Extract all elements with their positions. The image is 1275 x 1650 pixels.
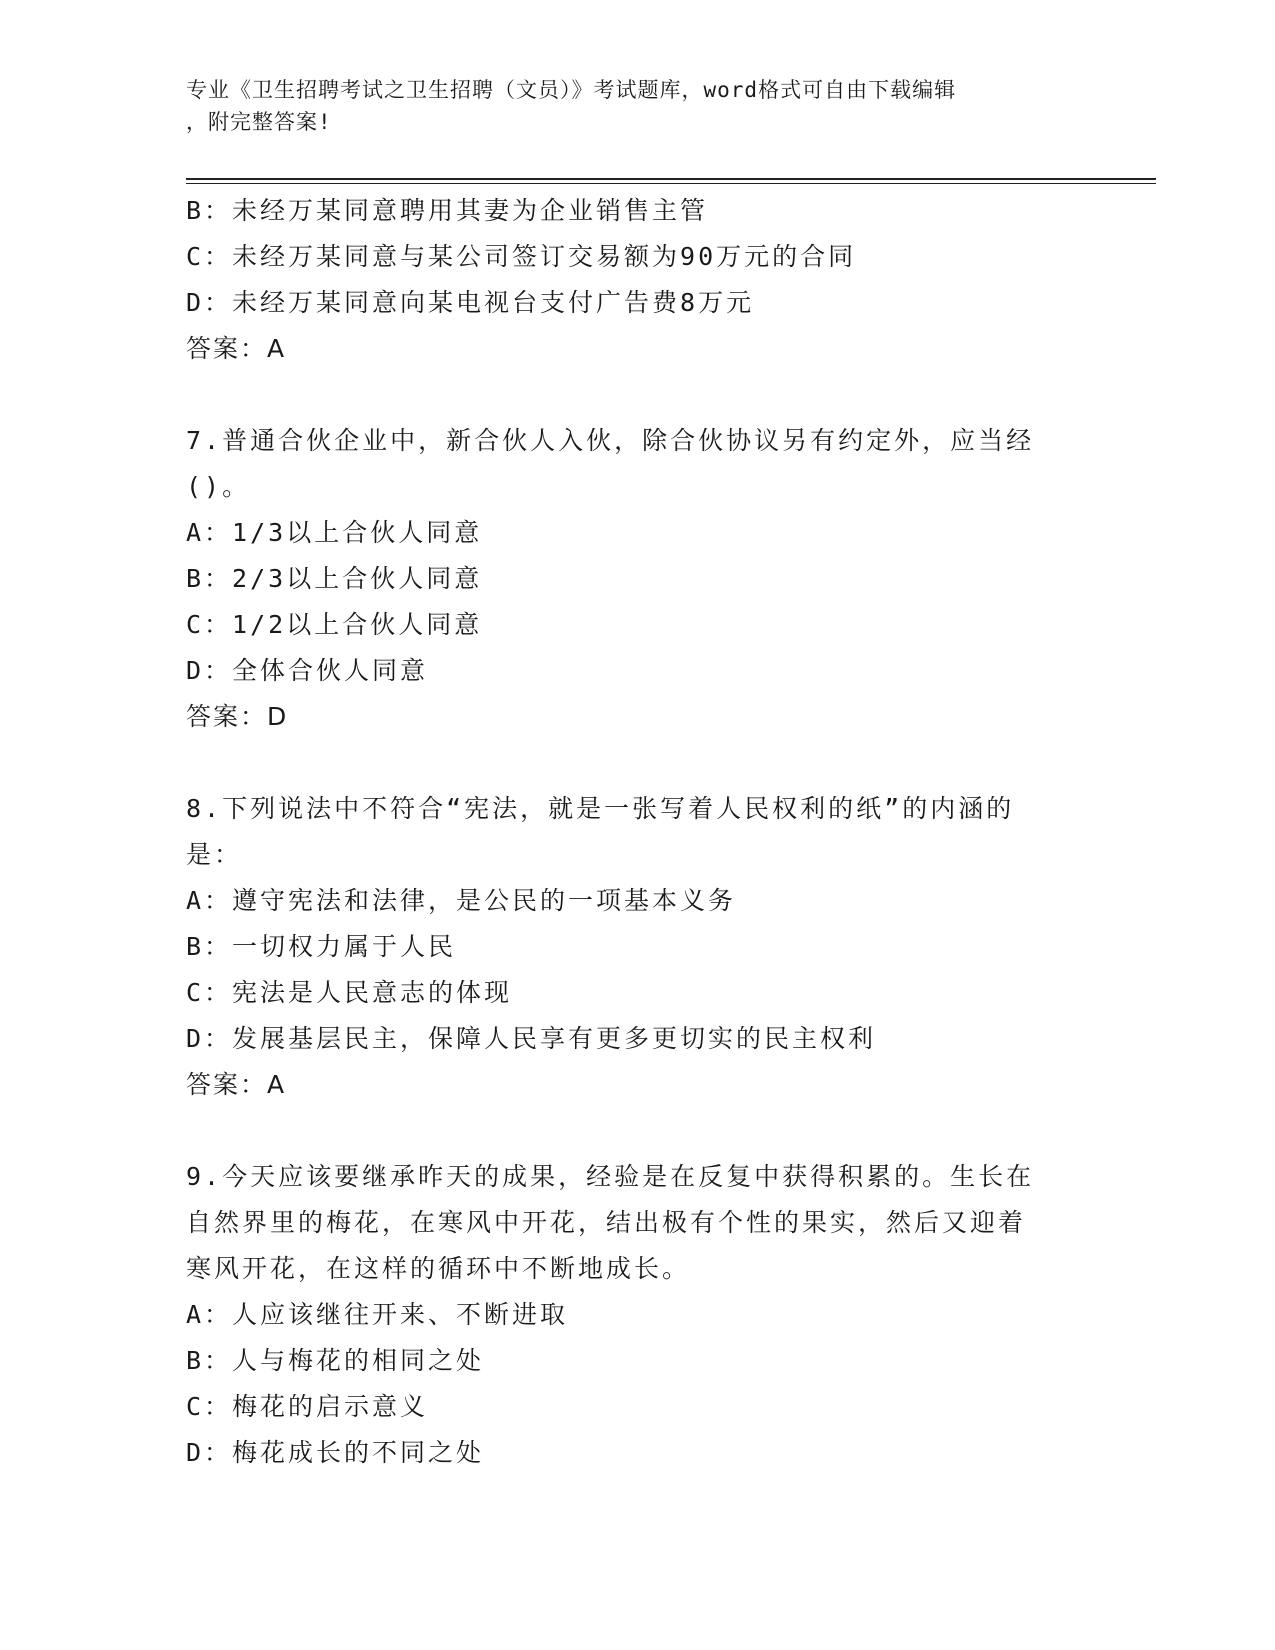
option-a: A：1/3以上合伙人同意 xyxy=(186,518,483,547)
answer: 答案：D xyxy=(186,702,289,731)
option-b: B：未经万某同意聘用其妻为企业销售主管 xyxy=(186,196,709,225)
question-6-continued xyxy=(186,188,1066,372)
question-stem: 7.普通合伙企业中，新合伙人入伙，除合伙协议另有约定外，应当经 xyxy=(186,426,1035,455)
answer: 答案：A xyxy=(186,334,287,363)
option-d: D：未经万某同意向某电视台支付广告费8万元 xyxy=(186,288,755,317)
option-b: B：2/3以上合伙人同意 xyxy=(186,564,483,593)
option-a: A：遵守宪法和法律，是公民的一项基本义务 xyxy=(186,886,737,915)
option-b: B：人与梅花的相同之处 xyxy=(186,1346,485,1375)
document-header xyxy=(186,74,1066,138)
header-rule-thin xyxy=(186,183,1156,184)
option-b: B：一切权力属于人民 xyxy=(186,932,457,961)
option-c: C：梅花的启示意义 xyxy=(186,1392,429,1421)
header-rule xyxy=(186,178,1156,180)
question-stem: 是： xyxy=(186,840,243,869)
option-c: C：宪法是人民意志的体现 xyxy=(186,978,513,1007)
question-9 xyxy=(186,1154,1066,1476)
answer: 答案：A xyxy=(186,1070,287,1099)
question-stem: 8.下列说法中不符合“宪法，就是一张写着人民权利的纸”的内涵的 xyxy=(186,794,1015,823)
document-body xyxy=(186,188,1066,1476)
question-7 xyxy=(186,418,1066,740)
header-line-2: ，附完整答案! xyxy=(186,110,332,134)
question-stem: ()。 xyxy=(186,472,251,501)
spacer xyxy=(186,740,1066,786)
option-c: C：1/2以上合伙人同意 xyxy=(186,610,483,639)
option-c: C：未经万某同意与某公司签订交易额为90万元的合同 xyxy=(186,242,857,271)
option-a: A：人应该继往开来、不断进取 xyxy=(186,1300,569,1329)
option-d: D：发展基层民主，保障人民享有更多更切实的民主权利 xyxy=(186,1024,877,1053)
question-8 xyxy=(186,786,1066,1108)
option-d: D：梅花成长的不同之处 xyxy=(186,1438,485,1467)
question-stem: 9.今天应该要继承昨天的成果，经验是在反复中获得积累的。生长在 xyxy=(186,1162,1035,1191)
spacer xyxy=(186,1108,1066,1154)
spacer xyxy=(186,372,1066,418)
header-line-1: 专业《卫生招聘考试之卫生招聘（文员）》考试题库，word格式可自由下载编辑 xyxy=(186,78,957,102)
option-d: D：全体合伙人同意 xyxy=(186,656,429,685)
question-stem: 自然界里的梅花，在寒风中开花，结出极有个性的果实，然后又迎着 xyxy=(186,1208,1027,1237)
question-stem: 寒风开花，在这样的循环中不断地成长。 xyxy=(186,1254,691,1283)
